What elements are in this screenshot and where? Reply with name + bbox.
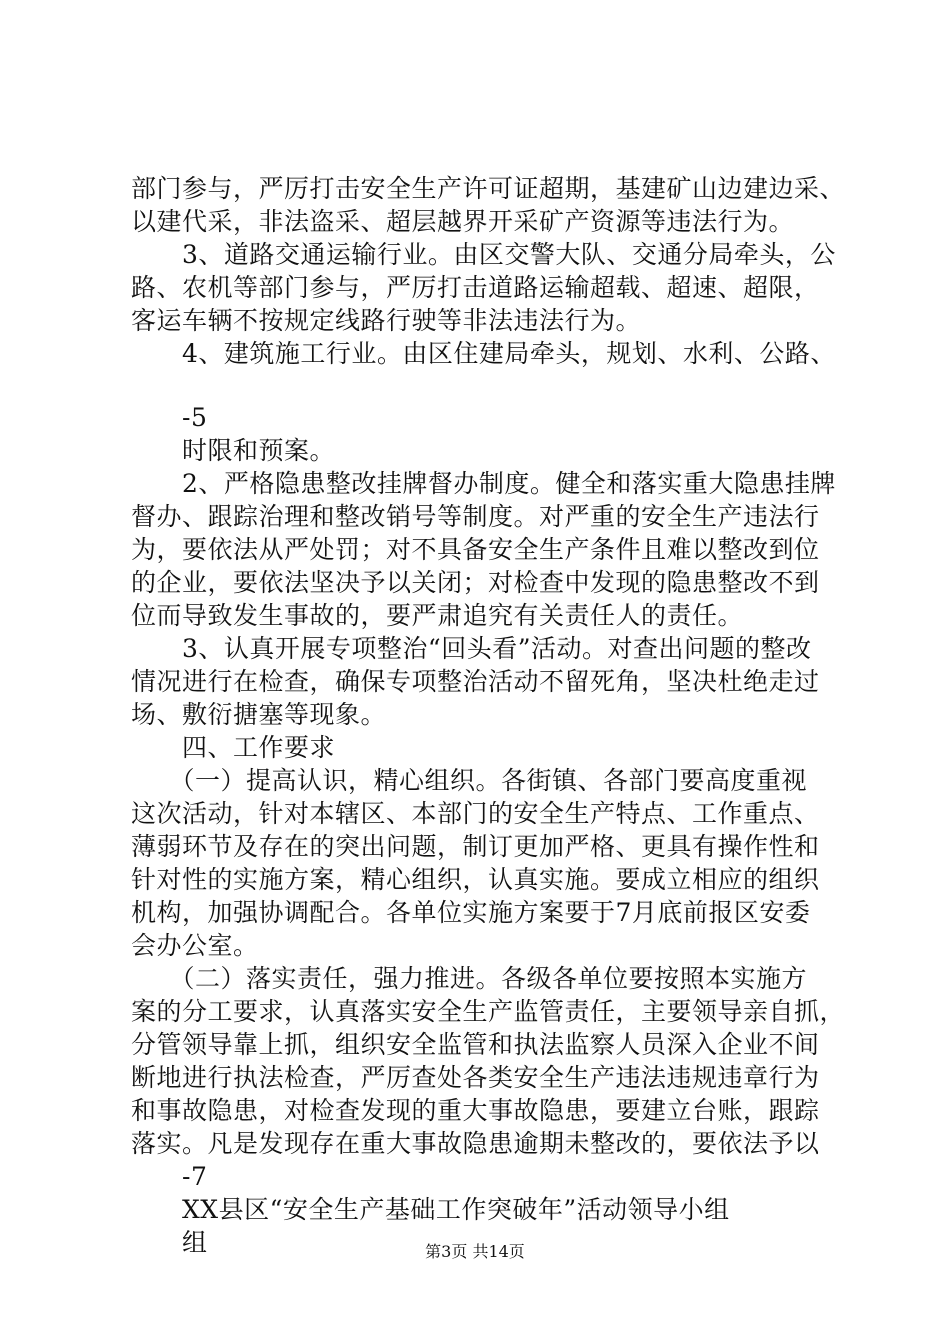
text-line: 部门参与，严厉打击安全生产许可证超期，基建矿山边建边采、 (131, 174, 846, 203)
text-line: 会办公室。 (131, 931, 259, 960)
text-line: 组 (131, 1228, 208, 1257)
text-line: 以建代采，非法盗采、超层越界开采矿产资源等违法行为。 (131, 207, 795, 236)
text-line: 客运车辆不按规定线路行驶等非法违法行为。 (131, 306, 642, 335)
text-line: 4、建筑施工行业。由区住建局牵头，规划、水利、公路、 (131, 339, 836, 368)
text-line: 这次活动，针对本辖区、本部门的安全生产特点、工作重点、 (131, 799, 820, 828)
text-line: XX县区“安全生产基础工作突破年”活动领导小组 (131, 1195, 730, 1224)
text-line: 情况进行在检查，确保专项整治活动不留死角，坚决杜绝走过 (131, 667, 820, 696)
text-line: 3、认真开展专项整治“回头看”活动。对查出问题的整改 (131, 634, 812, 663)
text-line: 和事故隐患，对检查发现的重大事故隐患，要建立台账，跟踪 (131, 1096, 820, 1125)
text-line: 路、农机等部门参与，严厉打击道路运输超载、超速、超限， (131, 273, 820, 302)
text-line: （一）提高认识，精心组织。各街镇、各部门要高度重视 (131, 766, 808, 795)
section-heading: 四、工作要求 (131, 733, 336, 762)
text-line: 机构，加强协调配合。各单位实施方案要于7月底前报区安委 (131, 898, 811, 927)
text-line: 2、严格隐患整改挂牌督办制度。健全和落实重大隐患挂牌 (131, 469, 836, 498)
text-line: 的企业，要依法坚决予以关闭；对检查中发现的隐患整改不到 (131, 568, 820, 597)
text-line: 分管领导靠上抓，组织安全监管和执法监察人员深入企业不间 (131, 1030, 820, 1059)
text-line: （二）落实责任，强力推进。各级各单位要按照本实施方 (131, 964, 808, 993)
text-line: 3、道路交通运输行业。由区交警大队、交通分局牵头，公 (131, 240, 836, 269)
page-marker: -5 (131, 403, 208, 432)
text-line: 断地进行执法检查，严厉查处各类安全生产违法违规违章行为 (131, 1063, 820, 1092)
text-line: 为，要依法从严处罚；对不具备安全生产条件且难以整改到位 (131, 535, 820, 564)
text-line: 督办、跟踪治理和整改销号等制度。对严重的安全生产违法行 (131, 502, 820, 531)
text-line: 时限和预案。 (131, 436, 336, 465)
text-line: 案的分工要求，认真落实安全生产监管责任，主要领导亲自抓， (131, 997, 846, 1026)
page-footer (0, 1242, 950, 1262)
text-line: 针对性的实施方案，精心组织，认真实施。要成立相应的组织 (131, 865, 820, 894)
text-line: 落实。凡是发现存在重大事故隐患逾期未整改的，要依法予以 (131, 1129, 820, 1158)
text-line: 场、敷衍搪塞等现象。 (131, 700, 387, 729)
page-break-gap (131, 370, 831, 401)
page-number-label: 第3页 共14页 (425, 1242, 525, 1261)
text-line: 薄弱环节及存在的突出问题，制订更加严格、更具有操作性和 (131, 832, 820, 861)
page-marker: -7 (131, 1162, 208, 1191)
document-body (131, 172, 846, 1259)
text-line: 位而导致发生事故的，要严肃追究有关责任人的责任。 (131, 601, 744, 630)
